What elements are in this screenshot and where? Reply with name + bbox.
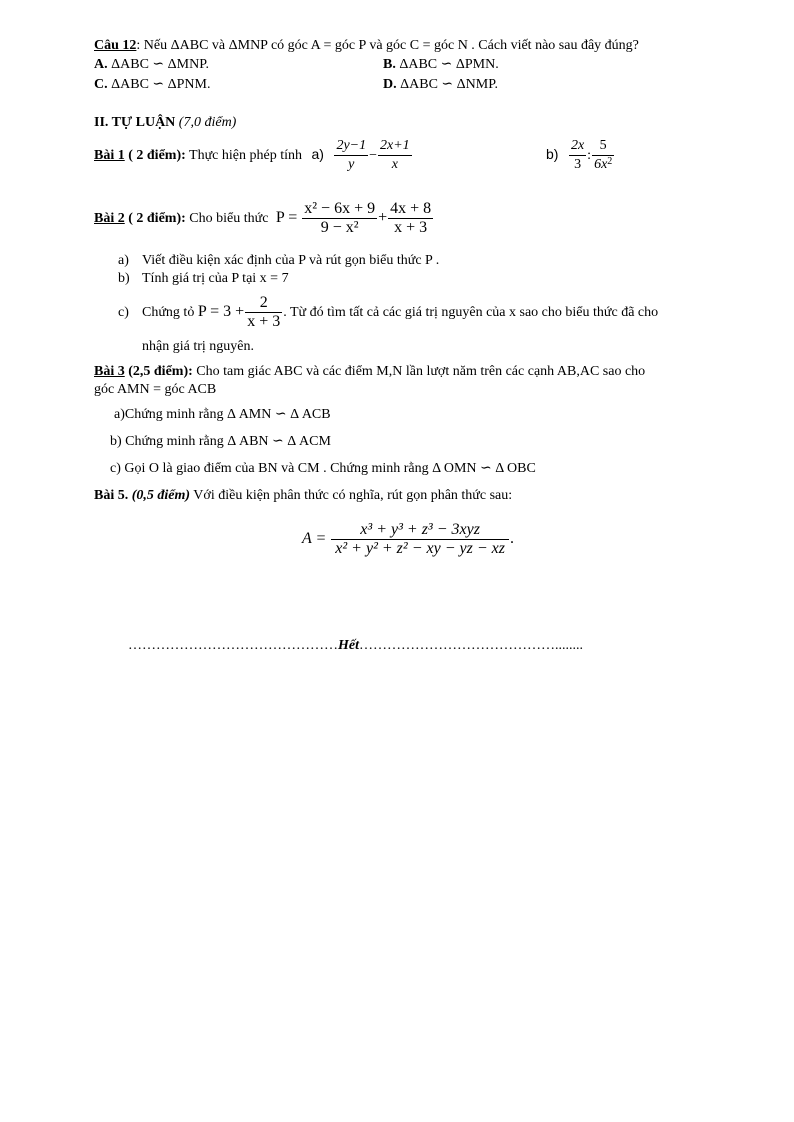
exercise-2-item-a-key: a) — [118, 253, 129, 268]
exercise-2-fraction-1 — [302, 200, 377, 237]
exercise-1-a-label: a) — [311, 146, 324, 162]
exercise-1-a-den-2: x — [391, 157, 398, 173]
end-marker-dots-right: ……………………………………........ — [359, 638, 583, 653]
exercise-2-item-b — [118, 271, 289, 287]
exercise-1-a-fraction-2 — [378, 137, 412, 174]
exercise-2-fraction-2 — [388, 200, 433, 237]
exercise-2-text: Cho biểu thức — [185, 211, 269, 226]
exercise-5-denominator: x² + y² + z² − xy − yz − xz — [335, 539, 505, 557]
section-heading — [94, 115, 236, 131]
exercise-5-a-prefix: A = — [302, 530, 327, 547]
option-a-text: ΔABC ∽ ΔMNP. — [111, 57, 209, 72]
exercise-1-a-fraction-1 — [334, 137, 368, 174]
exercise-5-label: Bài 5. — [94, 488, 129, 503]
section-points: (7,0 điểm) — [178, 115, 237, 130]
exercise-2-item-c-expr: P = 3 + — [197, 303, 245, 320]
exercise-2-den-2: x + 3 — [394, 218, 428, 236]
exercise-2-item-c-pre: Chứng tỏ — [142, 305, 195, 320]
exercise-1-b-fraction-2 — [592, 137, 614, 174]
exercise-1-b-num-1: 2x — [569, 137, 586, 156]
option-c-text: ΔABC ∽ ΔPNM. — [111, 77, 211, 92]
exercise-3-label: Bài 3 — [94, 364, 125, 379]
exercise-5-numerator: x³ + y³ + z³ − 3xyz — [331, 521, 509, 540]
question-12-text: : Nếu ΔABC và ΔMNP có góc A = góc P và góc C = góc N . Cách viết nào sau đây đúng? — [136, 38, 639, 53]
exercise-2-points: ( 2 điểm): — [124, 211, 186, 226]
exercise-1-b-den-1: 3 — [574, 157, 582, 173]
option-c — [94, 77, 211, 93]
exercise-1-b-expression — [568, 138, 615, 173]
exercise-3 — [94, 364, 645, 380]
exercise-2 — [94, 196, 434, 241]
exercise-1-b — [546, 136, 615, 174]
exercise-2-item-c — [118, 292, 658, 333]
option-a — [94, 57, 209, 73]
section-title: II. TỰ LUẬN — [94, 115, 176, 130]
end-marker — [128, 638, 583, 654]
exercise-1-a-operator: − — [369, 148, 378, 163]
exercise-2-operator: + — [378, 209, 388, 226]
exercise-3-item-b: b) Chứng minh rằng Δ ABN ∽ Δ ACM — [110, 434, 331, 449]
option-c-key: C. — [94, 77, 108, 92]
exercise-2-item-a — [118, 253, 439, 269]
exercise-1-points: ( 2 điểm): — [124, 148, 186, 163]
exercise-1-b-num-2: 5 — [592, 137, 614, 156]
exercise-1-b-label: b) — [546, 146, 559, 162]
exercise-2-num-2: 4x + 8 — [390, 199, 432, 217]
exercise-3-item-a: a)Chứng minh rằng Δ AMN ∽ Δ ACB — [114, 407, 331, 422]
exercise-1-b-den-2: 6x — [594, 157, 608, 173]
exercise-2-expression — [275, 199, 434, 236]
option-a-key: A. — [94, 57, 108, 72]
exercise-2-den-1: 9 − x² — [320, 218, 359, 236]
exercise-5-fraction — [331, 521, 509, 558]
exercise-5 — [94, 488, 512, 504]
exercise-2-label: Bài 2 — [94, 211, 125, 226]
exercise-5-text: Với điều kiện phân thức có nghĩa, rút gọn phân thức sau: — [190, 488, 513, 503]
exercise-2-p-prefix: P = — [275, 209, 298, 226]
exercise-5-suffix: . — [509, 530, 514, 547]
exercise-1-label: Bài 1 — [94, 148, 125, 163]
exercise-2-item-b-text: Tính giá trị của P tại x = 7 — [142, 271, 289, 286]
option-d — [383, 77, 498, 93]
exercise-1-b-operator: : — [587, 148, 592, 163]
exercise-1-a-expression — [333, 138, 412, 173]
end-marker-dots-left: ……………………………………… — [128, 638, 338, 653]
exercise-5-expression — [302, 514, 514, 564]
exercise-3-line-2: góc AMN = góc ACB — [94, 382, 217, 397]
exercise-5-points: (0,5 điểm) — [128, 488, 191, 503]
exercise-2-item-c-num: 2 — [245, 294, 282, 313]
exercise-2-item-c-line-2: nhận giá trị nguyên. — [142, 339, 254, 354]
exercise-2-item-b-key: b) — [118, 271, 130, 286]
exercise-1-a-num-1: 2y−1 — [334, 137, 368, 156]
option-b-key: B. — [383, 57, 396, 72]
exercise-1-a-den-1: y — [348, 157, 355, 173]
exercise-2-item-c-key: c) — [118, 305, 129, 320]
exercise-2-item-c-den: x + 3 — [247, 313, 281, 331]
exercise-2-item-c-post: . Từ đó tìm tất cả các giá trị nguyên của x sao cho biểu thức đã cho — [283, 305, 659, 320]
exercise-1-text: Thực hiện phép tính — [185, 148, 302, 163]
option-d-text: ΔABC ∽ ΔNMP. — [400, 77, 498, 92]
exercise-2-item-a-text: Viết điều kiện xác định của P và rút gọn biểu thức P . — [142, 253, 440, 268]
exercise-1-a-num-2: 2x+1 — [378, 137, 412, 156]
exercise-3-item-c: c) Gọi O là giao điểm của BN và CM . Chứng minh rằng Δ OMN ∽ Δ OBC — [110, 461, 536, 476]
exercise-1-b-den-2-exponent: 2 — [607, 156, 613, 168]
exercise-1-b-fraction-1 — [569, 137, 586, 174]
option-b — [383, 57, 499, 73]
end-marker-word: Hết — [338, 638, 359, 653]
question-12-label: Câu 12 — [94, 38, 137, 53]
question-12 — [94, 38, 639, 54]
exercise-2-num-1: x² − 6x + 9 — [304, 199, 376, 217]
exercise-1 — [94, 136, 413, 174]
option-b-text: ΔABC ∽ ΔPMN. — [399, 57, 499, 72]
option-d-key: D. — [383, 77, 397, 92]
exercise-2-item-c-fraction — [245, 294, 282, 331]
exercise-3-text: Cho tam giác ABC và các điểm M,N lần lượt năm trên các cạnh AB,AC sao cho — [192, 364, 646, 379]
exercise-3-points: (2,5 điểm): — [124, 364, 193, 379]
